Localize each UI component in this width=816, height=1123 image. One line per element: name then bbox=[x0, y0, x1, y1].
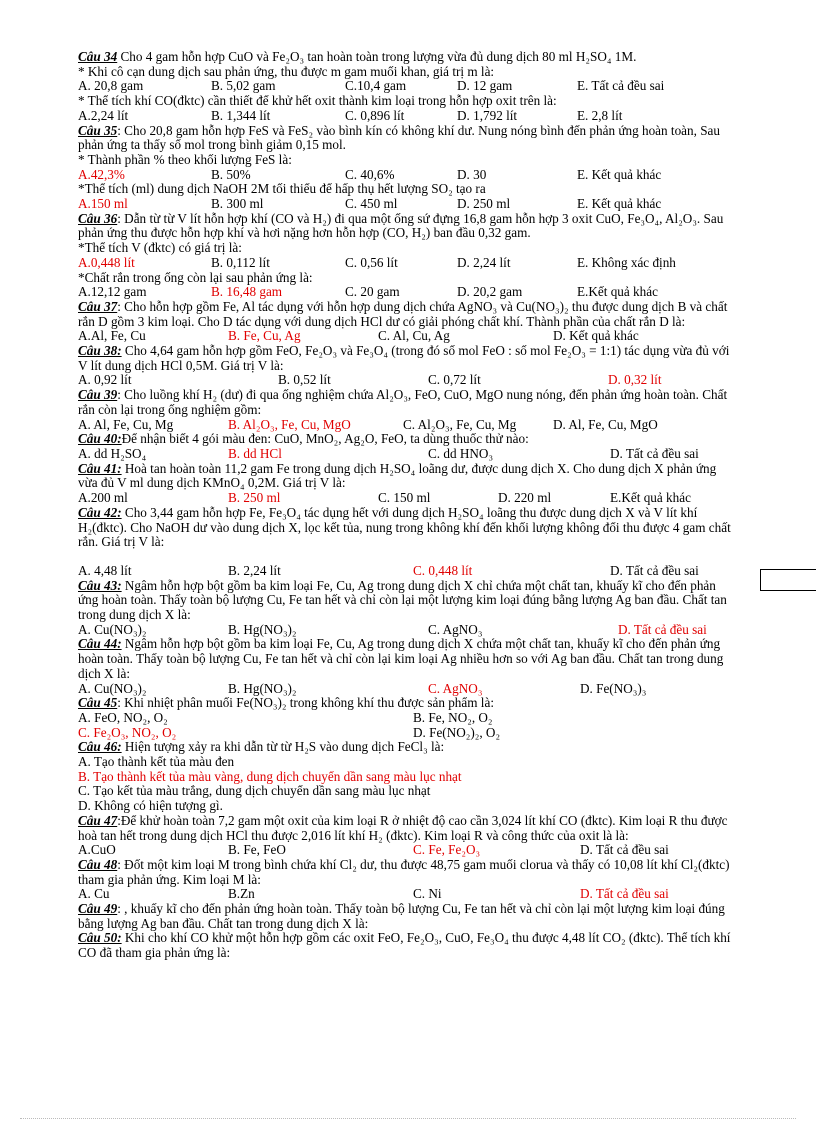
question-text: : , khuấy kĩ cho đến phản ứng hoàn toàn. Thấy toàn bộ lượng Cu, Fe tan hết và chỉ còn lại một lượng kim loại đúng bằng lượng Ag ban đầu. Chất tan trong dung dịch X là: bbox=[78, 901, 725, 931]
question-number: Câu 40: bbox=[78, 431, 122, 447]
option-correct: D. Tất cả đều sai bbox=[618, 621, 707, 637]
option-correct: D. 0,32 lít bbox=[608, 372, 662, 388]
option: C. 20 gam bbox=[345, 284, 400, 300]
option-correct: B. 16,48 gam bbox=[211, 284, 283, 300]
option: A.Al, Fe, Cu bbox=[78, 328, 146, 344]
option-correct: B. 250 ml bbox=[228, 490, 281, 506]
option: A.CuO bbox=[78, 842, 116, 858]
option-correct: B. Al₂O₃, Fe, Cu, MgO bbox=[228, 416, 351, 432]
option: C. 0,56 lít bbox=[345, 254, 398, 270]
option: B. 1,344 lít bbox=[211, 107, 271, 123]
option: C.10,4 gam bbox=[345, 78, 407, 94]
part-prompt: * Thành phần % theo khối lượng FeS là: bbox=[78, 151, 292, 167]
question-text: Cho 4,64 gam hỗn hợp gồm FeO, Fe₂O₃ và Fe₃O₄ (trong đó số mol FeO : số mol Fe₂O₃ = 1:1) tác dụng vừa đủ với V lít dung dịch HCl 0,5M. Giá trị V là: bbox=[78, 343, 730, 373]
option: B. 0,112 lít bbox=[211, 254, 270, 270]
part-prompt: * Thể tích khí CO(đktc) cần thiết để khử hết oxit thành kim loại trong hỗn hợp oxit trên là: bbox=[78, 93, 557, 109]
option: D. Tất cả đều sai bbox=[610, 445, 699, 461]
options-row bbox=[78, 79, 738, 94]
option: C. 0,896 lít bbox=[345, 107, 405, 123]
option: D. Không có hiện tượng gì. bbox=[78, 798, 223, 814]
options-row bbox=[78, 564, 738, 579]
options-row bbox=[78, 418, 738, 433]
option: D. 20,2 gam bbox=[457, 284, 523, 300]
question-text: : Khi nhiệt phân muối Fe(NO₃)₂ trong không khí thu được sản phẩm là: bbox=[117, 695, 494, 711]
option: B. Fe, FeO bbox=[228, 842, 286, 858]
option-correct: C. 0,448 lít bbox=[413, 562, 473, 578]
question-text: Khi cho khí CO khử một hỗn hợp gồm các oxit FeO, Fe₂O₃, CuO, Fe₃O₄ thu được 4,48 lít CO₂ (đktc). Thể tích khí CO đã tham gia phản ứng là: bbox=[78, 930, 731, 961]
question-number: Câu 49 bbox=[78, 901, 118, 917]
option: C. Al, Cu, Ag bbox=[378, 328, 450, 344]
option: A. 4,48 lít bbox=[78, 562, 132, 578]
options-row bbox=[78, 682, 738, 697]
option: D. 12 gam bbox=[457, 78, 513, 94]
option-correct: B. Fe, Cu, Ag bbox=[228, 328, 301, 344]
option: A. Cu(NO₃)₂ bbox=[78, 680, 147, 696]
options-row bbox=[78, 256, 738, 271]
question-text: Ngâm hỗn hợp bột gồm ba kim loại Fe, Cu, Ag trong dung dịch X chứa một chất tan, khuấy kĩ cho đến phản ứng hoàn toàn. Thấy toàn bộ lượng Cu, Fe tan hết và chỉ còn lại kim loại Ag nhiều hơn so với Ag ban đầu. Chất tan trong dung dịch X là: bbox=[78, 636, 724, 681]
part-prompt: *Chất rắn trong ống còn lại sau phản ứng là: bbox=[78, 269, 313, 285]
option: A.200 ml bbox=[78, 490, 128, 506]
option: C. 40,6% bbox=[345, 166, 395, 182]
option: A. dd H₂SO₄ bbox=[78, 445, 147, 461]
question-text: Cho 3,44 gam hỗn hợp Fe, Fe₃O₄ tác dụng hết với dung dịch H₂SO₄ loãng thu được dung dịch X và V lít khí H₂(đktc). Cho NaOH dư vào dung dịch X, lọc kết tủa, nung trong không khí đến khối lượng không đổi thu được 4 gam chất rắn. Giá trị V là: bbox=[78, 504, 731, 550]
option: C. Tạo kết tủa màu trắng, dung dịch chuyển dần sang màu lục nhạt bbox=[78, 783, 431, 799]
option: D. Kết quả khác bbox=[553, 328, 639, 344]
option: B. Hg(NO₃)₂ bbox=[228, 680, 297, 696]
option: A. 0,92 lít bbox=[78, 372, 132, 388]
option: A.12,12 gam bbox=[78, 284, 147, 300]
option: E. 2,8 lít bbox=[577, 107, 623, 123]
option: B. 50% bbox=[211, 166, 251, 182]
question-number: Câu 46: bbox=[78, 739, 122, 755]
question-number: Câu 44: bbox=[78, 636, 122, 652]
option: D. 250 ml bbox=[457, 196, 511, 212]
option: A.2,24 lít bbox=[78, 107, 129, 123]
question-number: Câu 41: bbox=[78, 460, 122, 476]
option: D. 1,792 lít bbox=[457, 107, 518, 123]
question-number: Câu 48 bbox=[78, 856, 118, 872]
option: B. 0,52 lít bbox=[278, 372, 331, 388]
question-text: :Để khử hoàn toàn 7,2 gam một oxit của kim loại R ở nhiệt độ cao cần 3,024 lít khí CO (đktc). Kim loại R thu được hoà tan hết trong dung dịch HCl thu được 2,016 lít khí H₂ (đktc). Kim loại R và công thức của oxit là là: bbox=[78, 812, 728, 843]
options-row bbox=[78, 329, 738, 344]
option: B. 2,24 lít bbox=[228, 562, 281, 578]
question-text: Hiện tượng xảy ra khi dẫn từ từ H₂S vào dung dịch FeCl₃ là: bbox=[121, 739, 445, 755]
options-row bbox=[78, 843, 738, 858]
part-prompt: *Thể tích V (đktc) có giá trị là: bbox=[78, 240, 242, 256]
option: D. 2,24 lít bbox=[457, 254, 511, 270]
question-text: : Cho 20,8 gam hỗn hợp FeS và FeS₂ vào bình kín có không khí dư. Nung nóng bình đến phản ứng hoàn toàn, Sau phản ứng ta thấy số mol trong bình giảm 0,15 mol. bbox=[78, 122, 720, 153]
margin-box bbox=[760, 569, 816, 591]
question-text: Để nhận biết 4 gói màu đen: CuO, MnO₂, Ag₂O, FeO, ta dùng thuốc thử nào: bbox=[121, 431, 529, 447]
option: D. 30 bbox=[457, 166, 487, 182]
question-number: Câu 39 bbox=[78, 387, 118, 403]
options-row bbox=[78, 109, 738, 124]
question-number: Câu 38: bbox=[78, 343, 122, 359]
option: C. 0,72 lít bbox=[428, 372, 481, 388]
option: D. Fe(NO₃)₃ bbox=[580, 680, 647, 696]
options-row bbox=[78, 726, 738, 741]
option: B. Fe, NO₂, O₂ bbox=[413, 709, 493, 725]
question-number: Câu 43: bbox=[78, 577, 122, 593]
option: A. Cu bbox=[78, 886, 110, 902]
question-text: : Dẫn từ từ V lít hỗn hợp khí (CO và H₂) đi qua một ống sứ đựng 16,8 gam hỗn hợp 3 oxit CuO, Fe₃O₄, Al₂O₃. Sau phản ứng thu được hỗn hợp khí và hơi nặng hơn hỗn hợp (CO, H₂) ban đầu 0,32 gam. bbox=[78, 210, 724, 241]
question-number: Câu 45 bbox=[78, 695, 118, 711]
option: C. 450 ml bbox=[345, 196, 398, 212]
options-row bbox=[78, 623, 738, 638]
options-row bbox=[78, 447, 738, 462]
option: C. AgNO₃ bbox=[428, 621, 483, 637]
question-number: Câu 42: bbox=[78, 504, 122, 520]
options-row bbox=[78, 168, 738, 183]
question-text: Hoà tan hoàn toàn 11,2 gam Fe trong dung dịch H₂SO₄ loãng dư, được dung dịch X. Cho dung dịch X phản ứng vừa đủ V ml dung dịch KMnO₄ 0,2M. Giá trị V là: bbox=[78, 460, 717, 491]
option: A. FeO, NO₂, O₂ bbox=[78, 709, 168, 725]
options-row bbox=[78, 491, 738, 506]
option: A. Cu(NO₃)₂ bbox=[78, 621, 147, 637]
option: D. 220 ml bbox=[498, 490, 552, 506]
option-correct: B. dd HCl bbox=[228, 445, 282, 461]
option: C. 150 ml bbox=[378, 490, 431, 506]
part-prompt: * Khi cô cạn dung dịch sau phản ứng, thu được m gam muối khan, giá trị m là: bbox=[78, 63, 495, 79]
option: B.Zn bbox=[228, 886, 255, 902]
option: A. Al, Fe, Cu, Mg bbox=[78, 416, 174, 432]
part-prompt: *Thể tích (ml) dung dịch NaOH 2M tối thiểu để hấp thụ hết lượng SO₂ tạo ra bbox=[78, 181, 486, 197]
options-row bbox=[78, 285, 738, 300]
option: E. Kết quả khác bbox=[577, 166, 662, 182]
question-text: : Cho luồng khí H₂ (dư) đi qua ống nghiệm chứa Al₂O₃, FeO, CuO, MgO nung nóng, đến phản ứng hoàn toàn. Chất rắn còn lại trong ống nghiệm gồm: bbox=[78, 387, 728, 417]
option: C. Ni bbox=[413, 886, 442, 902]
option-correct: A.42,3% bbox=[78, 166, 125, 182]
options-row bbox=[78, 373, 738, 388]
page-divider bbox=[20, 1118, 796, 1119]
option: E. Không xác định bbox=[577, 254, 676, 270]
question-number: Câu 35 bbox=[78, 122, 118, 138]
option-correct: D. Tất cả đều sai bbox=[580, 886, 669, 902]
option: B. Hg(NO₃)₂ bbox=[228, 621, 297, 637]
question-text: Cho 4 gam hỗn hợp CuO và Fe₂O₃ tan hoàn toàn trong lượng vừa đủ dung dịch 80 ml H₂SO₄ 1M. bbox=[120, 49, 637, 64]
option: C. dd HNO₃ bbox=[428, 445, 494, 461]
options-row bbox=[78, 887, 738, 902]
question-number: Câu 47 bbox=[78, 812, 118, 828]
spacer bbox=[78, 550, 738, 564]
option-correct: A.0,448 lít bbox=[78, 254, 135, 270]
option: D. Tất cả đều sai bbox=[610, 562, 699, 578]
question-text: : Đốt một kim loại M trong bình chứa khí Cl₂ dư, thu được 48,75 gam muối clorua và thấy có 10,08 lít khí Cl₂(đktc) tham gia phản ứng. Kim loại M là: bbox=[78, 856, 730, 887]
option: E. Tất cả đều sai bbox=[577, 78, 665, 94]
options-row bbox=[78, 711, 738, 726]
option: E. Kết quả khác bbox=[577, 196, 662, 212]
question-number: Câu 34 bbox=[78, 49, 118, 64]
option: D. Tất cả đều sai bbox=[580, 842, 669, 858]
option: D. Al, Fe, Cu, MgO bbox=[553, 416, 658, 432]
option-correct: C. Fe, Fe₂O₃ bbox=[413, 842, 481, 858]
document-page bbox=[78, 50, 738, 961]
option: D. Fe(NO₂)₂, O₂ bbox=[413, 724, 501, 740]
question-text: : Cho hỗn hợp gồm Fe, Al tác dụng với hỗn hợp dung dịch chứa AgNO₃ và Cu(NO₃)₂ thu được dung dịch B và chất rắn D gồm 3 kim loại. Cho D tác dụng với dung dịch HCl dư có giải phóng chất khí. Thành phần của chất rắn D là: bbox=[78, 298, 728, 329]
option-correct: A.150 ml bbox=[78, 196, 128, 212]
option: A. 20,8 gam bbox=[78, 78, 144, 94]
question-number: Câu 50: bbox=[78, 930, 122, 946]
question-number: Câu 36 bbox=[78, 210, 118, 226]
option-correct: C. AgNO₃ bbox=[428, 680, 483, 696]
option: B. 5,02 gam bbox=[211, 78, 276, 94]
option-correct: B. Tạo thành kết tủa màu vàng, dung dịch chuyển dần sang màu lục nhạt bbox=[78, 768, 462, 784]
option: C. Al₂O₃, Fe, Cu, Mg bbox=[403, 416, 517, 432]
option: E.Kết quả khác bbox=[577, 284, 658, 300]
option: B. 300 ml bbox=[211, 196, 264, 212]
options-row bbox=[78, 197, 738, 212]
question-number: Câu 37 bbox=[78, 298, 118, 314]
option-correct: C. Fe₂O₃, NO₂, O₂ bbox=[78, 724, 177, 740]
question-text: Ngâm hỗn hợp bột gồm ba kim loại Fe, Cu, Ag trong dung dịch X chỉ chứa một chất tan, khuấy kĩ cho đến phản ứng hoàn toàn. Thấy toàn bộ lượng Cu, Fe tan hết và chỉ còn lại một lượng kim loại đúng bằng lượng Ag ban đầu. Chất tan trong dung dịch X là: bbox=[78, 577, 727, 623]
option: E.Kết quả khác bbox=[610, 490, 691, 506]
option: A. Tạo thành kết tủa màu đen bbox=[78, 754, 235, 770]
